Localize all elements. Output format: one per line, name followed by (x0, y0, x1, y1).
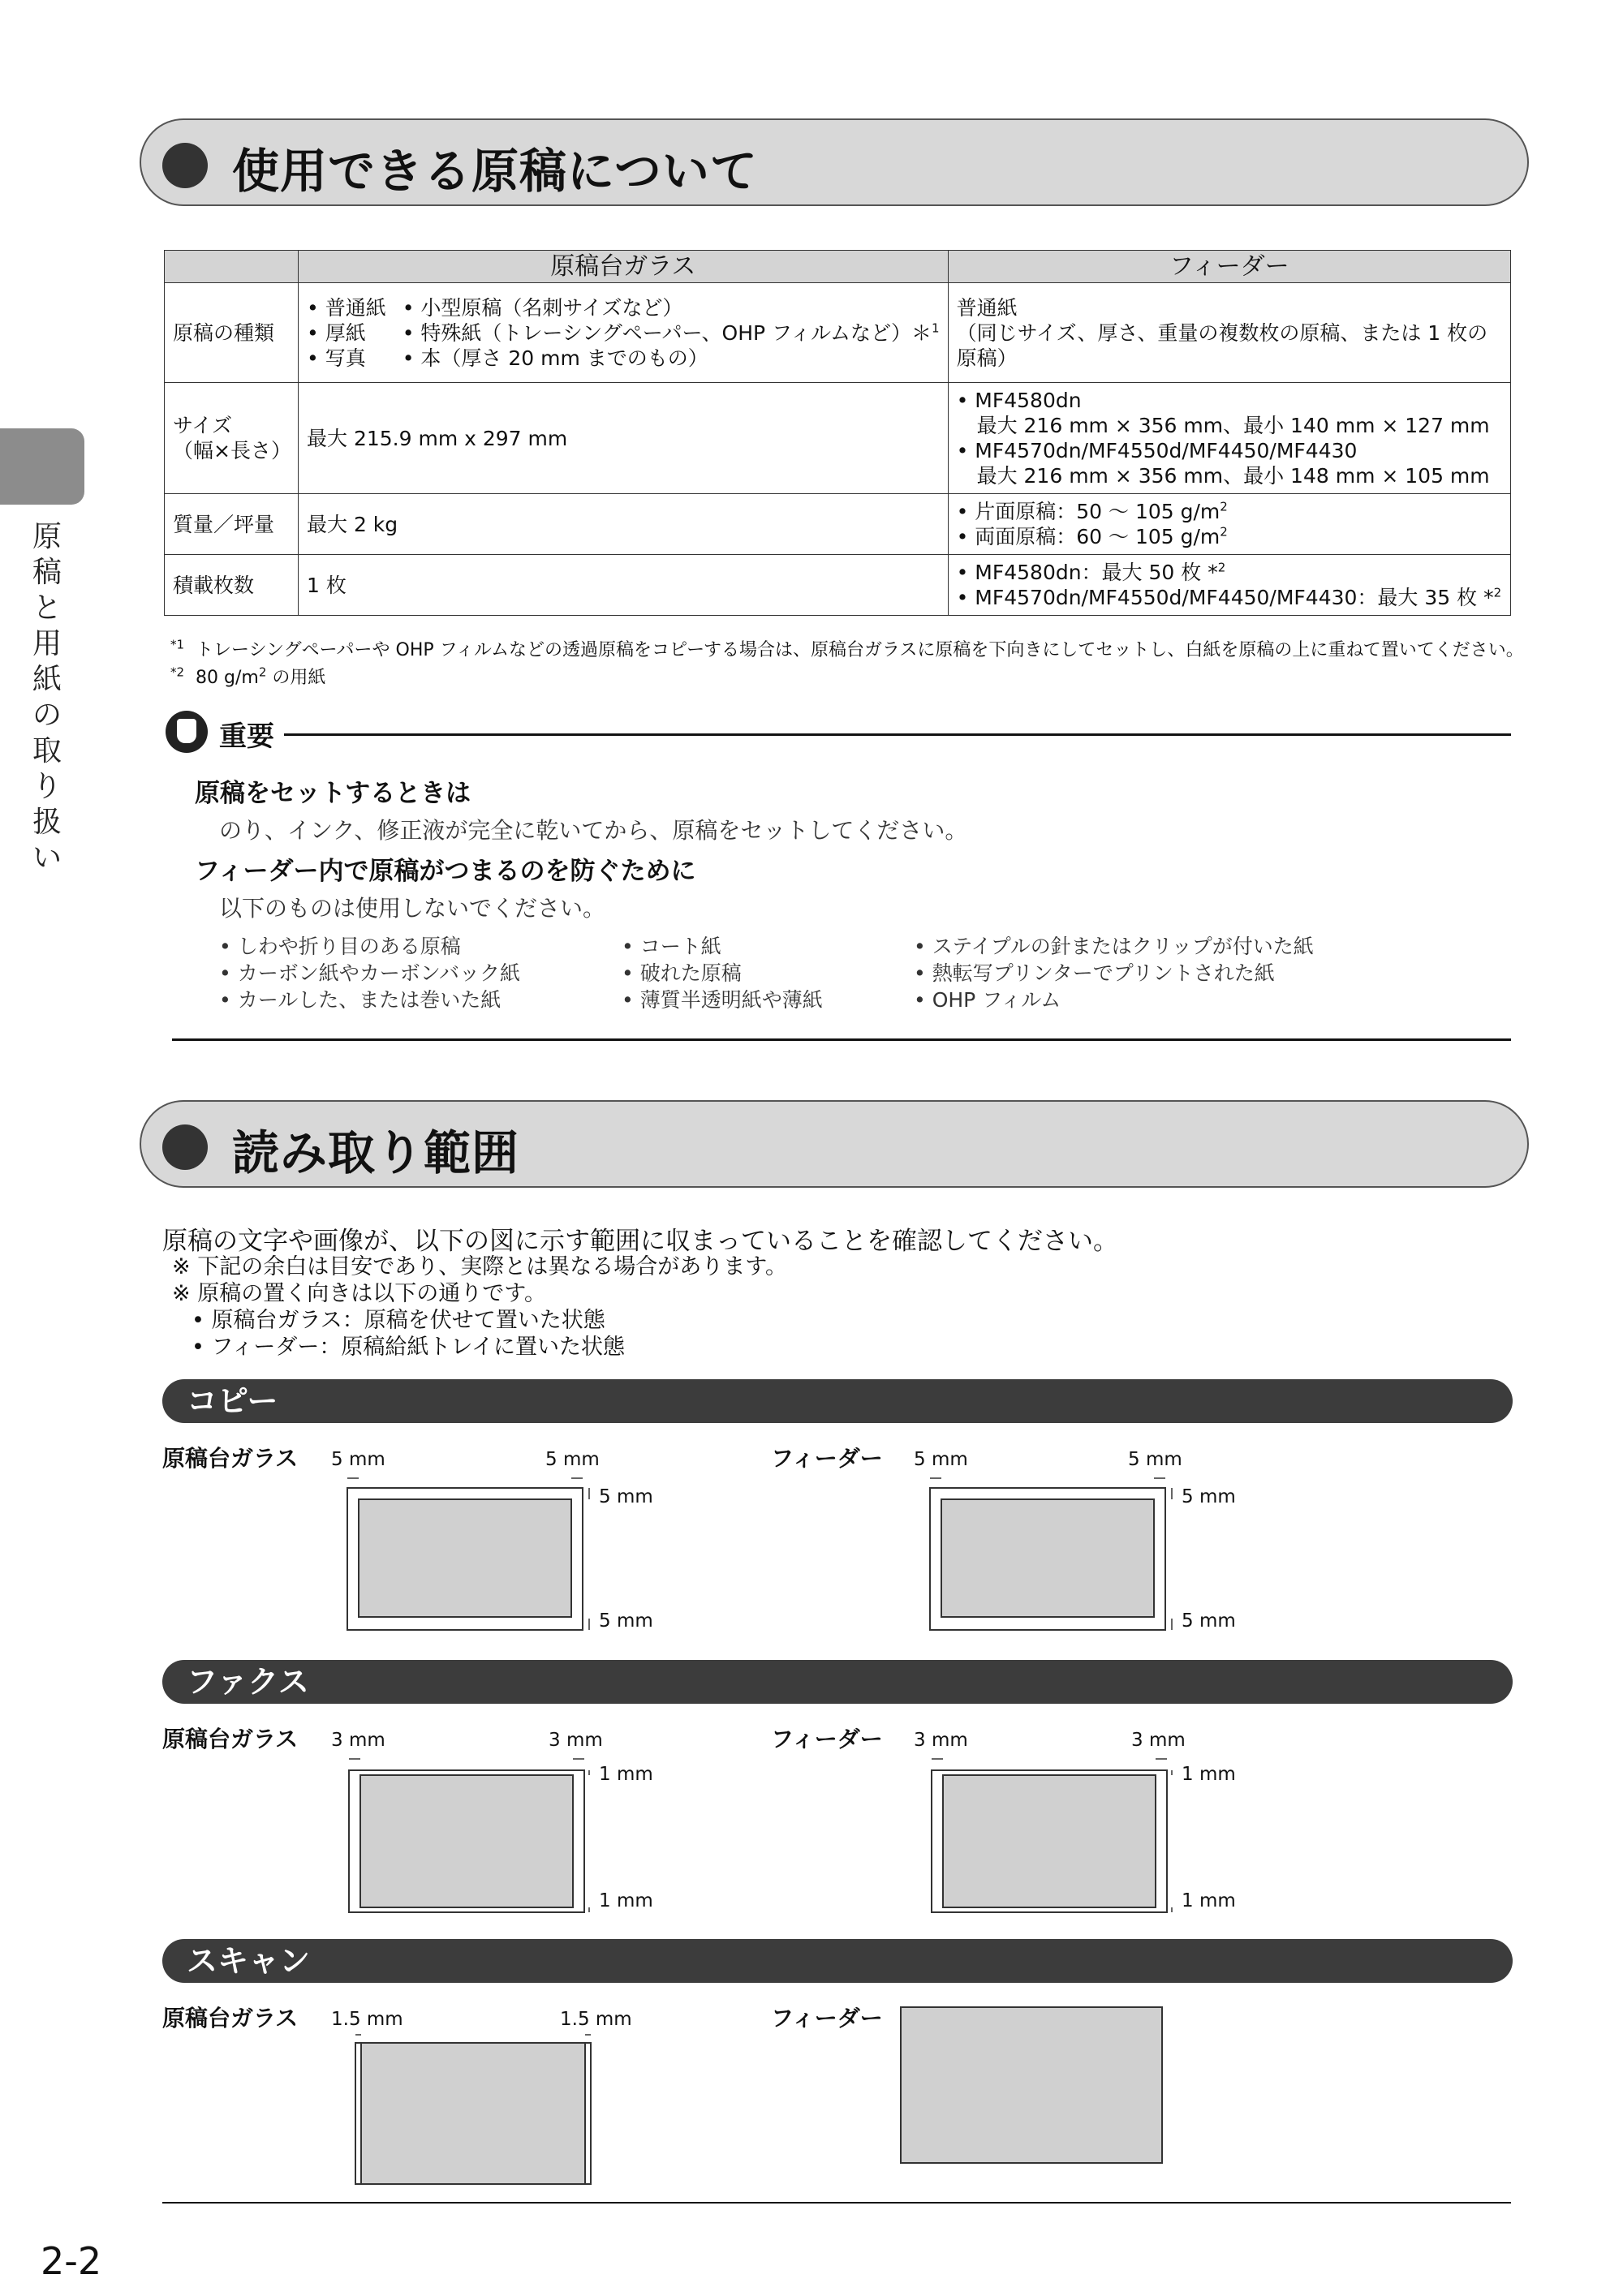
margin-label: 5 mm (914, 1449, 968, 1470)
body-text: 以下のものは使用しないでください。 (219, 895, 606, 922)
margin-label: 3 mm (549, 1730, 603, 1751)
row-label: 積載枚数 (165, 555, 299, 616)
bullet-list-col2 (622, 933, 823, 1013)
footnote-text: の用紙 (266, 668, 326, 688)
bullet-circle-icon (162, 1124, 208, 1170)
copy-feeder-diagram (915, 1472, 1183, 1634)
list-item: • カーボン紙やカーボンバック紙 (219, 961, 520, 985)
subheading: 原稿をセットするときは (195, 779, 471, 808)
fax-feeder-diagram (915, 1752, 1183, 1915)
glass-label: 原稿台ガラス (162, 2005, 299, 2032)
superscript: 2 (1220, 499, 1228, 514)
body-text: のり、インク、修正液が完全に乾いてから、原稿をセットしてください。 (219, 817, 968, 844)
footnote-text: トレーシングペーパーや OHP フィルムなどの透過原稿をコピーする場合は、原稿台ガラスに原稿を下向きにしてセットし、白紙を原稿の上に重ねて置いてください。 (196, 640, 1524, 660)
glass-cell (299, 283, 949, 383)
intro-text: 原稿の文字や画像が、以下の図に示す範囲に収まっていることを確認してください。 (162, 1227, 1118, 1256)
margin-label: 5 mm (599, 1486, 653, 1507)
row-label (165, 383, 299, 494)
list-item: • 厚紙 (307, 320, 366, 345)
fax-glass-diagram (333, 1752, 601, 1915)
list-item: • 破れた原稿 (622, 961, 742, 985)
list-item: • 特殊紙（トレーシングペーパー、OHP フィルムなど）＊ (402, 320, 932, 345)
list-item: • しわや折り目のある原稿 (219, 935, 461, 958)
cell-line: • 両面原稿：60 〜 105 g/m (956, 525, 1220, 548)
table-header-glass: 原稿台ガラス (299, 251, 949, 283)
feeder-label: フィーダー (771, 1726, 883, 1752)
cell-line: 最大 216 mm × 356 mm、最小 148 mm × 105 mm (956, 464, 1490, 488)
table-header-row (165, 251, 1511, 283)
cell-line: 普通紙 (956, 295, 1018, 320)
list-item: • 写真 (307, 346, 366, 370)
margin-label: 5 mm (1182, 1610, 1236, 1632)
section-banner-scan-area (140, 1100, 1529, 1188)
section-banner-usable-originals (140, 118, 1529, 206)
list-item: • コート紙 (622, 935, 721, 958)
scan-feeder-diagram (898, 2004, 1165, 2166)
table-row (165, 555, 1511, 616)
page-number: 2-2 (41, 2239, 102, 2283)
row-label: 原稿の種類 (165, 283, 299, 383)
footnote-ref: 2 (1493, 585, 1502, 600)
margin-label: 1 mm (599, 1890, 653, 1911)
cell-line: • MF4580dn：最大 50 枚 * (956, 561, 1218, 584)
row-label-line: サイズ (173, 414, 233, 437)
list-item: • 薄質半透明紙や薄紙 (622, 988, 823, 1012)
list-item: • 小型原稿（名刺サイズなど） (402, 295, 683, 320)
margin-label: 1.5 mm (331, 2009, 403, 2030)
feeder-label: フィーダー (771, 2005, 883, 2032)
list-item: • 本（厚さ 20 mm までのもの） (402, 346, 708, 370)
margin-label: 1.5 mm (560, 2009, 632, 2030)
margin-label: 3 mm (914, 1730, 968, 1751)
section-title: 読み取り範囲 (232, 1125, 520, 1180)
feeder-cell (948, 283, 1510, 383)
chapter-tab (0, 428, 84, 505)
note: ※ 原稿の置く向きは以下の通りです。 (172, 1281, 547, 1306)
table-header-feeder: フィーダー (948, 251, 1510, 283)
list-item: • 熱転写プリンターでプリントされた紙 (914, 961, 1275, 985)
table-row (165, 283, 1511, 383)
cell-line: 最大 216 mm × 356 mm、最小 140 mm × 127 mm (956, 414, 1490, 437)
footnote-ref: 1 (932, 320, 940, 336)
feeder-cell (948, 494, 1510, 555)
section-title: 使用できる原稿について (232, 144, 758, 199)
margin-label: 5 mm (599, 1610, 653, 1632)
cell-line: （同じサイズ、厚さ、重量の複数枚の原稿、または 1 枚の原稿） (956, 320, 1488, 370)
margin-label: 3 mm (331, 1730, 385, 1751)
margin-label: 1 mm (599, 1764, 653, 1785)
margin-label: 1 mm (1182, 1890, 1236, 1911)
subsection-bar-copy: コピー (162, 1379, 1513, 1423)
list-item: • カールした、または巻いた紙 (219, 988, 502, 1012)
footnote-text: 80 g/m (196, 668, 259, 688)
margin-label: 5 mm (1182, 1486, 1236, 1507)
feeder-cell (948, 555, 1510, 616)
subheading: フィーダー内で原稿がつまるのを防ぐために (195, 857, 696, 886)
bullet-list-col3 (914, 933, 1314, 1013)
cell-line: • MF4570dn/MF4550d/MF4450/MF4430 (956, 439, 1358, 462)
cell-line: • MF4580dn (956, 389, 1082, 412)
glass-cell: 1 枚 (299, 555, 949, 616)
divider (172, 1038, 1511, 1041)
margin-label: 1 mm (1182, 1764, 1236, 1785)
feeder-cell (948, 383, 1510, 494)
bullet-list-col1 (219, 933, 520, 1013)
margin-label: 5 mm (331, 1449, 385, 1470)
divider (284, 733, 1511, 736)
table-header-empty (165, 251, 299, 283)
row-label-line: （幅×長さ） (173, 439, 291, 462)
important-label: 重要 (219, 720, 274, 753)
feeder-label: フィーダー (771, 1445, 883, 1472)
list-item: • ステイプルの針またはクリップが付いた紙 (914, 935, 1314, 958)
superscript: 2 (1220, 524, 1228, 540)
table-row (165, 383, 1511, 494)
originals-spec-table (164, 250, 1511, 616)
footnote-mark: *1 (170, 637, 185, 652)
footnote-1 (170, 638, 1524, 664)
table-row (165, 494, 1511, 555)
note: • フィーダー：原稿給紙トレイに置いた状態 (192, 1335, 625, 1360)
margin-label: 5 mm (1128, 1449, 1182, 1470)
scan-glass-diagram (341, 2028, 601, 2187)
superscript: 2 (258, 664, 267, 680)
footnote-2 (170, 665, 325, 691)
margin-label: 3 mm (1131, 1730, 1186, 1751)
cell-line: • MF4570dn/MF4550d/MF4450/MF4430：最大 35 枚 * (956, 586, 1494, 609)
list-item: • 普通紙 (307, 295, 386, 320)
chapter-label: 原稿と用紙の取り扱い (32, 520, 62, 875)
margin-label: 5 mm (545, 1449, 600, 1470)
row-label: 質量／坪量 (165, 494, 299, 555)
note: ※ 下記の余白は目安であり、実際とは異なる場合があります。 (172, 1254, 788, 1279)
note: • 原稿台ガラス：原稿を伏せて置いた状態 (192, 1308, 605, 1333)
cell-line: • 片面原稿：50 〜 105 g/m (956, 500, 1220, 523)
footnote-mark: *2 (170, 664, 185, 680)
subsection-bar-scan: スキャン (162, 1939, 1513, 1983)
glass-label: 原稿台ガラス (162, 1445, 299, 1472)
copy-glass-diagram (333, 1472, 601, 1634)
glass-cell: 最大 215.9 mm x 297 mm (299, 383, 949, 494)
divider (162, 2202, 1511, 2204)
glass-label: 原稿台ガラス (162, 1726, 299, 1752)
bullet-circle-icon (162, 143, 208, 188)
subsection-bar-fax: ファクス (162, 1660, 1513, 1704)
footnote-ref: 2 (1217, 560, 1226, 575)
important-hand-icon (166, 711, 208, 753)
glass-cell: 最大 2 kg (299, 494, 949, 555)
list-item: • OHP フィルム (914, 988, 1061, 1012)
